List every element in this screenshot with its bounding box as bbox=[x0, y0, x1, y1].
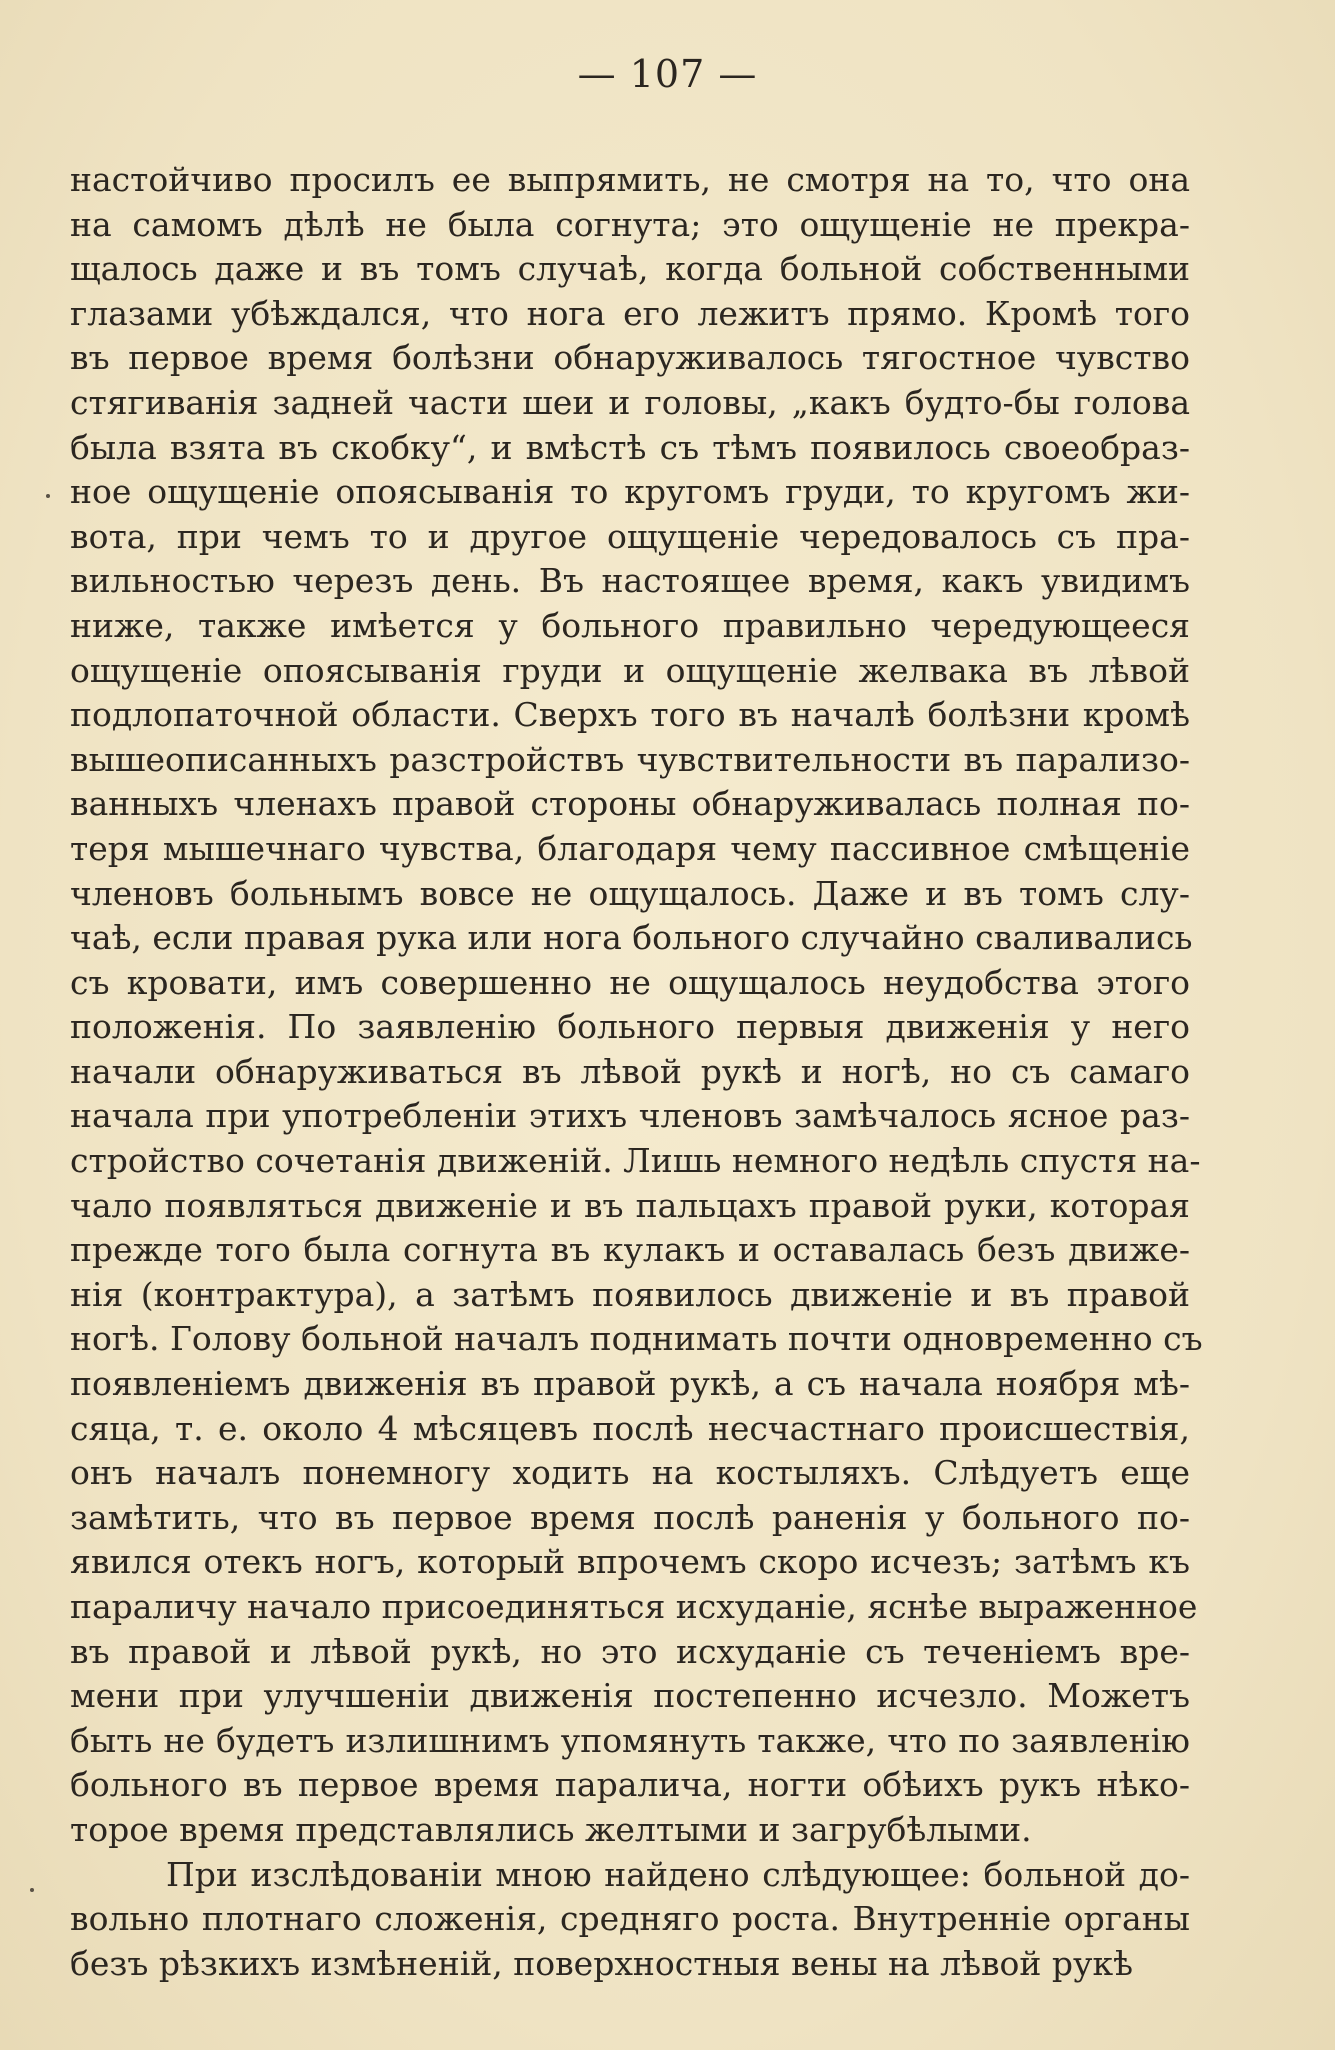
text-line: замѣтить, что въ первое время послѣ раненiя у больного по- bbox=[70, 1497, 1190, 1537]
text-line: вота, при чемъ то и другое ощущенiе чередовалось съ пра- bbox=[70, 516, 1190, 556]
text-line: вышеописанныхъ разстройствъ чувствительности въ парализо- bbox=[70, 739, 1190, 779]
text-line: безъ рѣзкихъ измѣненiй, поверхностныя вены на лѣвой рукѣ bbox=[70, 1943, 1133, 1983]
text-line: начали обнаруживаться въ лѣвой рукѣ и ногѣ, но съ самаго bbox=[70, 1051, 1190, 1091]
text-line: была взята въ скобку“, и вмѣстѣ съ тѣмъ появилось своеобраз- bbox=[70, 427, 1190, 467]
text-line: больного въ первое время паралича, ногти обѣихъ рукъ нѣко- bbox=[70, 1765, 1190, 1805]
text-line: прежде того была согнута въ кулакъ и оставалась безъ движе- bbox=[70, 1230, 1190, 1270]
text-line: ощущенiе опоясыванiя груди и ощущенiе желвака въ лѣвой bbox=[70, 650, 1190, 690]
text-line: щалось даже и въ томъ случаѣ, когда больной собственными bbox=[70, 249, 1190, 289]
text-line: подлопаточной области. Сверхъ того въ началѣ болѣзни кромѣ bbox=[70, 695, 1190, 735]
print-speck bbox=[30, 1888, 34, 1892]
text-line: чаѣ, если правая рука или нога больного случайно сваливались bbox=[70, 918, 1193, 958]
text-line: мени при улучшенiи движенiя постепенно исчезло. Можетъ bbox=[70, 1676, 1190, 1716]
text-line: явился отекъ ногъ, который впрочемъ скоро исчезъ; затѣмъ къ bbox=[70, 1542, 1190, 1582]
text-line: въ первое время болѣзни обнаруживалось тягостное чувство bbox=[70, 338, 1190, 378]
text-line: торое время представлялись желтыми и загрубѣлыми. bbox=[70, 1809, 1032, 1849]
text-line: ногѣ. Голову больной началъ поднимать почти одновременно съ bbox=[70, 1319, 1203, 1359]
text-line: При изслѣдованiи мною найдено слѣдующее: больной до- bbox=[166, 1854, 1190, 1894]
text-line: появленiемъ движенiя въ правой рукѣ, а съ начала ноября мѣ- bbox=[70, 1364, 1190, 1404]
text-line: стройство сочетанiя движенiй. Лишь немного недѣль спустя на- bbox=[70, 1141, 1201, 1181]
text-line: положенiя. По заявленiю больного первыя движенiя у него bbox=[70, 1007, 1190, 1047]
text-line: на самомъ дѣлѣ не была согнута; это ощущенiе не прекра- bbox=[70, 204, 1190, 244]
text-line: членовъ больнымъ вовсе не ощущалось. Даже и въ томъ слу- bbox=[70, 873, 1190, 913]
text-line: въ правой и лѣвой рукѣ, но это исхуданiе съ теченiемъ вре- bbox=[70, 1631, 1190, 1671]
text-line: сяца, т. е. около 4 мѣсяцевъ послѣ несчастнаго происшествiя, bbox=[70, 1408, 1190, 1448]
text-line: глазами убѣждался, что нога его лежитъ прямо. Кромѣ того bbox=[70, 293, 1190, 333]
text-line: нiя (контрактура), а затѣмъ появилось движенiе и въ правой bbox=[70, 1274, 1190, 1314]
text-line: онъ началъ понемногу ходить на костыляхъ. Слѣдуетъ еще bbox=[70, 1453, 1190, 1493]
print-speck bbox=[46, 494, 50, 498]
text-line: настойчиво просилъ ее выпрямить, не смотря на то, что она bbox=[70, 160, 1190, 199]
text-line: стягиванiя задней части шеи и головы, „какъ будто-бы голова bbox=[70, 382, 1190, 422]
page-number: — 107 — bbox=[577, 52, 758, 96]
text-line: ванныхъ членахъ правой стороны обнаруживалась полная по- bbox=[70, 784, 1190, 824]
text-line: съ кровати, имъ совершенно не ощущалось неудобства этого bbox=[70, 962, 1190, 1002]
text-line: вильностью черезъ день. Въ настоящее время, какъ увидимъ bbox=[70, 561, 1190, 601]
text-line: быть не будетъ излишнимъ упомянуть также, что по заявленiю bbox=[70, 1720, 1190, 1760]
text-line: ное ощущенiе опоясыванiя то кругомъ груди, то кругомъ жи- bbox=[70, 472, 1190, 512]
body-text bbox=[70, 158, 1203, 1986]
text-line: чало появляться движенiе и въ пальцахъ правой руки, которая bbox=[70, 1185, 1190, 1225]
text-line: теря мышечнаго чувства, благодаря чему пассивное смѣщенiе bbox=[70, 828, 1190, 868]
text-line: параличу начало присоединяться исхуданiе, яснѣе выраженное bbox=[70, 1587, 1198, 1626]
text-line: ниже, также имѣется у больного правильно чередующееся bbox=[70, 605, 1190, 645]
text-line: начала при употребленiи этихъ членовъ замѣчалось ясное раз- bbox=[70, 1096, 1190, 1136]
text-line: вольно плотнаго сложенiя, средняго роста. Внутреннiе органы bbox=[70, 1899, 1190, 1939]
